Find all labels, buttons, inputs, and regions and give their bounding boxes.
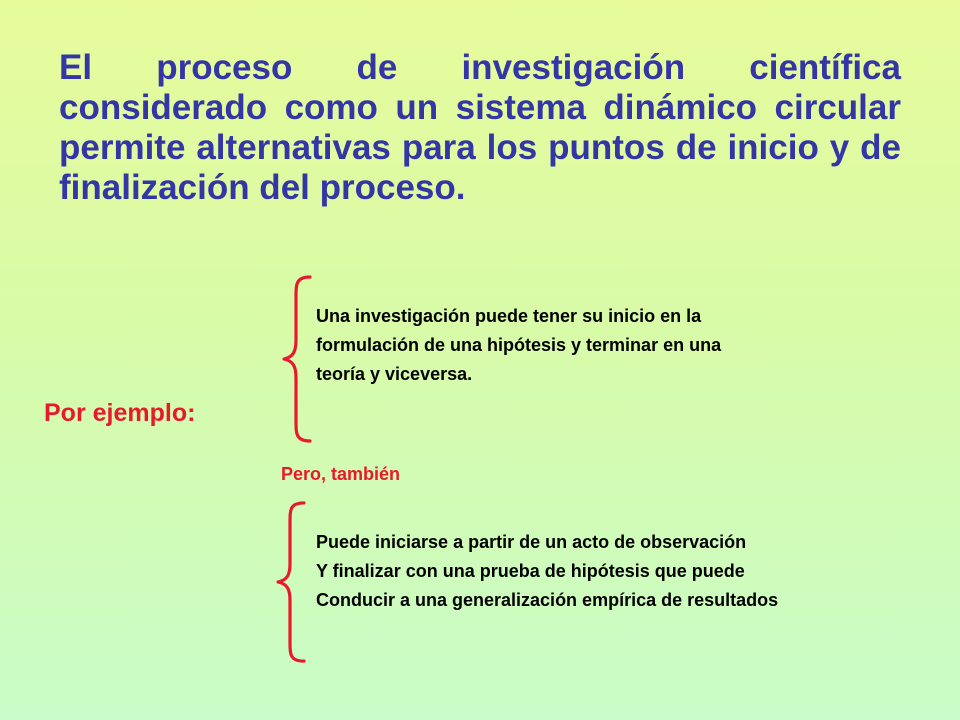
left-brace-icon bbox=[280, 274, 316, 444]
left-brace-icon bbox=[274, 500, 310, 664]
example-text-block-1 bbox=[316, 302, 721, 389]
connector-label: Pero, también bbox=[281, 464, 401, 484]
slide-title: El proceso de investigación científica considerado como un sistema dinámico circular permite alternativas para los puntos de inicio y de finalización del proceso. bbox=[59, 48, 901, 207]
example-label: Por ejemplo: bbox=[44, 399, 196, 427]
example-2-line-3: Conducir a una generalización empírica de resultados bbox=[316, 590, 779, 610]
example-1-line-3: teoría y viceversa. bbox=[316, 364, 473, 384]
example-2-line-1: Puede iniciarse a partir de un acto de observación bbox=[316, 532, 747, 552]
example-1-line-1: Una investigación puede tener su inicio en la bbox=[316, 306, 702, 326]
example-1-line-2: formulación de una hipótesis y terminar en una bbox=[316, 335, 722, 355]
example-2-line-2: Y finalizar con una prueba de hipótesis que puede bbox=[316, 561, 745, 581]
example-text-block-2 bbox=[316, 528, 778, 615]
